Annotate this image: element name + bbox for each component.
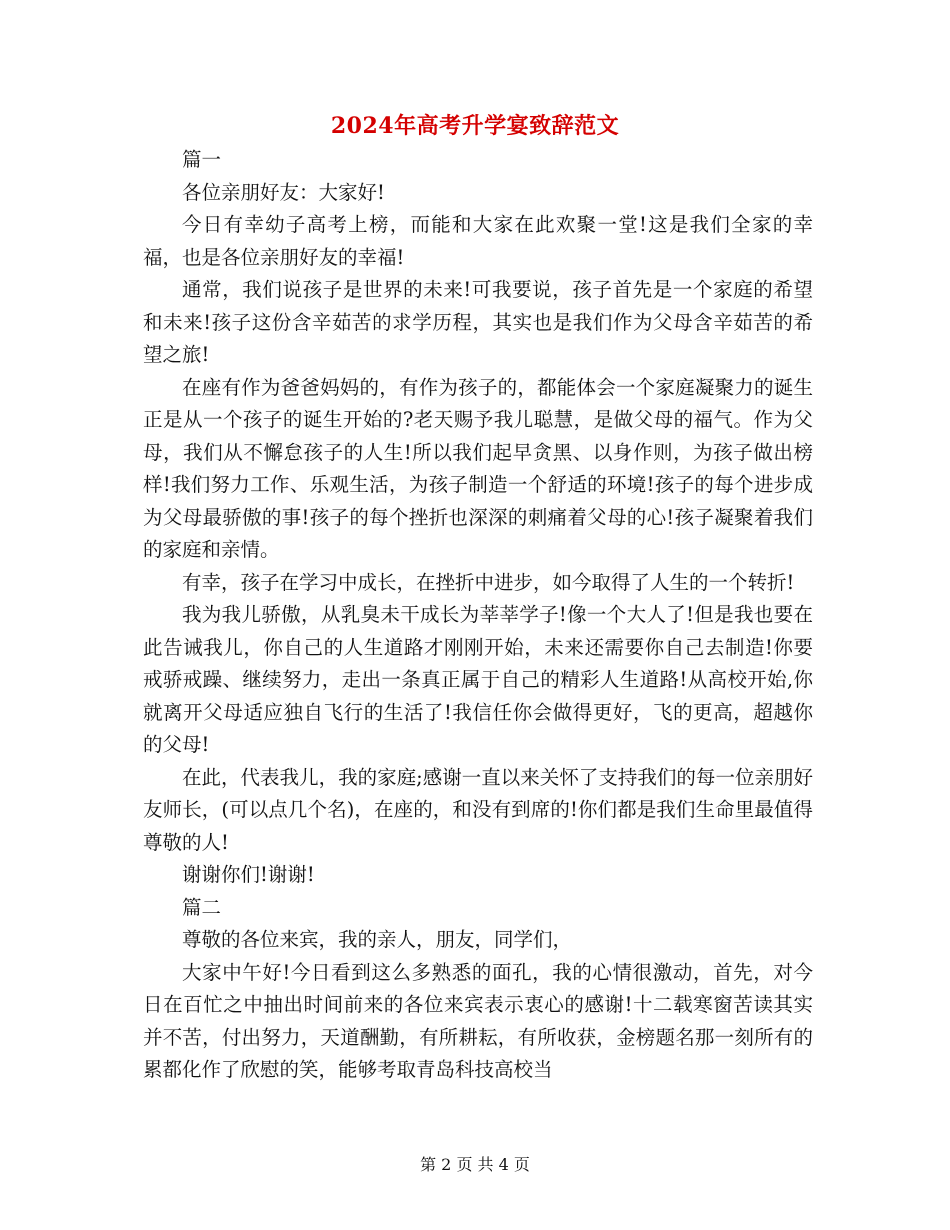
- paragraph-greeting: 尊敬的各位来宾，我的亲人，朋友，同学们，: [182, 928, 573, 951]
- paragraph: 我为我儿骄傲，从乳臭未干成长为莘莘学子!像一个大人了!但是我也要在此告诫我儿，你自己的人生道路才刚刚开始，未来还需要你自己去制造!你要戒骄戒躁、继续努力，走出一条真正属于自己的精彩人生道路!从高校开始,你就离开父母适应独自飞行的生活了!我信任你会做得更好，飞的更高，超越你的父母!: [143, 603, 813, 756]
- paragraph: 有幸，孩子在学习中成长，在挫折中进步，如今取得了人生的一个转折!: [182, 570, 795, 594]
- paragraph: 今日有幸幼子高考上榜，而能和大家在此欢聚一堂!这是我们全家的幸福，也是各位亲朋好友的幸福!: [143, 213, 813, 269]
- section-heading-2: 篇二: [182, 895, 222, 919]
- paragraph-thanks: 谢谢你们!谢谢!: [182, 863, 315, 886]
- section-heading-1: 篇一: [182, 148, 222, 171]
- document-body: [143, 144, 813, 1087]
- paragraph: 在此，代表我儿，我的家庭;感谢一直以来关怀了支持我们的每一位亲朋好友师长，(可以点几个名)，在座的，和没有到席的!你们都是我们生命里最值得尊敬的人!: [143, 765, 813, 854]
- page-number: 第 2 页 共 4 页: [420, 1155, 530, 1174]
- document-title: 2024年高考升学宴致辞范文: [330, 113, 620, 139]
- paragraph: 通常，我们说孩子是世界的未来!可我要说，孩子首先是一个家庭的希望和未来!孩子这份含辛茹苦的求学历程，其实也是我们作为父母含辛茹苦的希望之旅!: [143, 278, 813, 366]
- paragraph: 大家中午好!今日看到这么多熟悉的面孔，我的心情很激动，首先，对今日在百忙之中抽出时间前来的各位来宾表示衷心的感谢!十二载寒窗苦读其实并不苦，付出努力，天道酬勤，有所耕耘，有所收获，金榜题名那一刻所有的累都化作了欣慰的笑，能够考取青岛科技高校当: [143, 960, 813, 1081]
- paragraph-greeting: 各位亲朋好友：大家好!: [182, 180, 385, 204]
- paragraph: 在座有作为爸爸妈妈的，有作为孩子的，都能体会一个家庭凝聚力的诞生正是从一个孩子的诞生开始的?老天赐予我儿聪慧，是做父母的福气。作为父母，我们从不懈怠孩子的人生!所以我们起早贪黑、以身作则，为孩子做出榜样!我们努力工作、乐观生活，为孩子制造一个舒适的环境!孩子的每个进步成为父母最骄傲的事!孩子的每个挫折也深深的刺痛着父母的心!孩子凝聚着我们的家庭和亲情。: [143, 375, 813, 561]
